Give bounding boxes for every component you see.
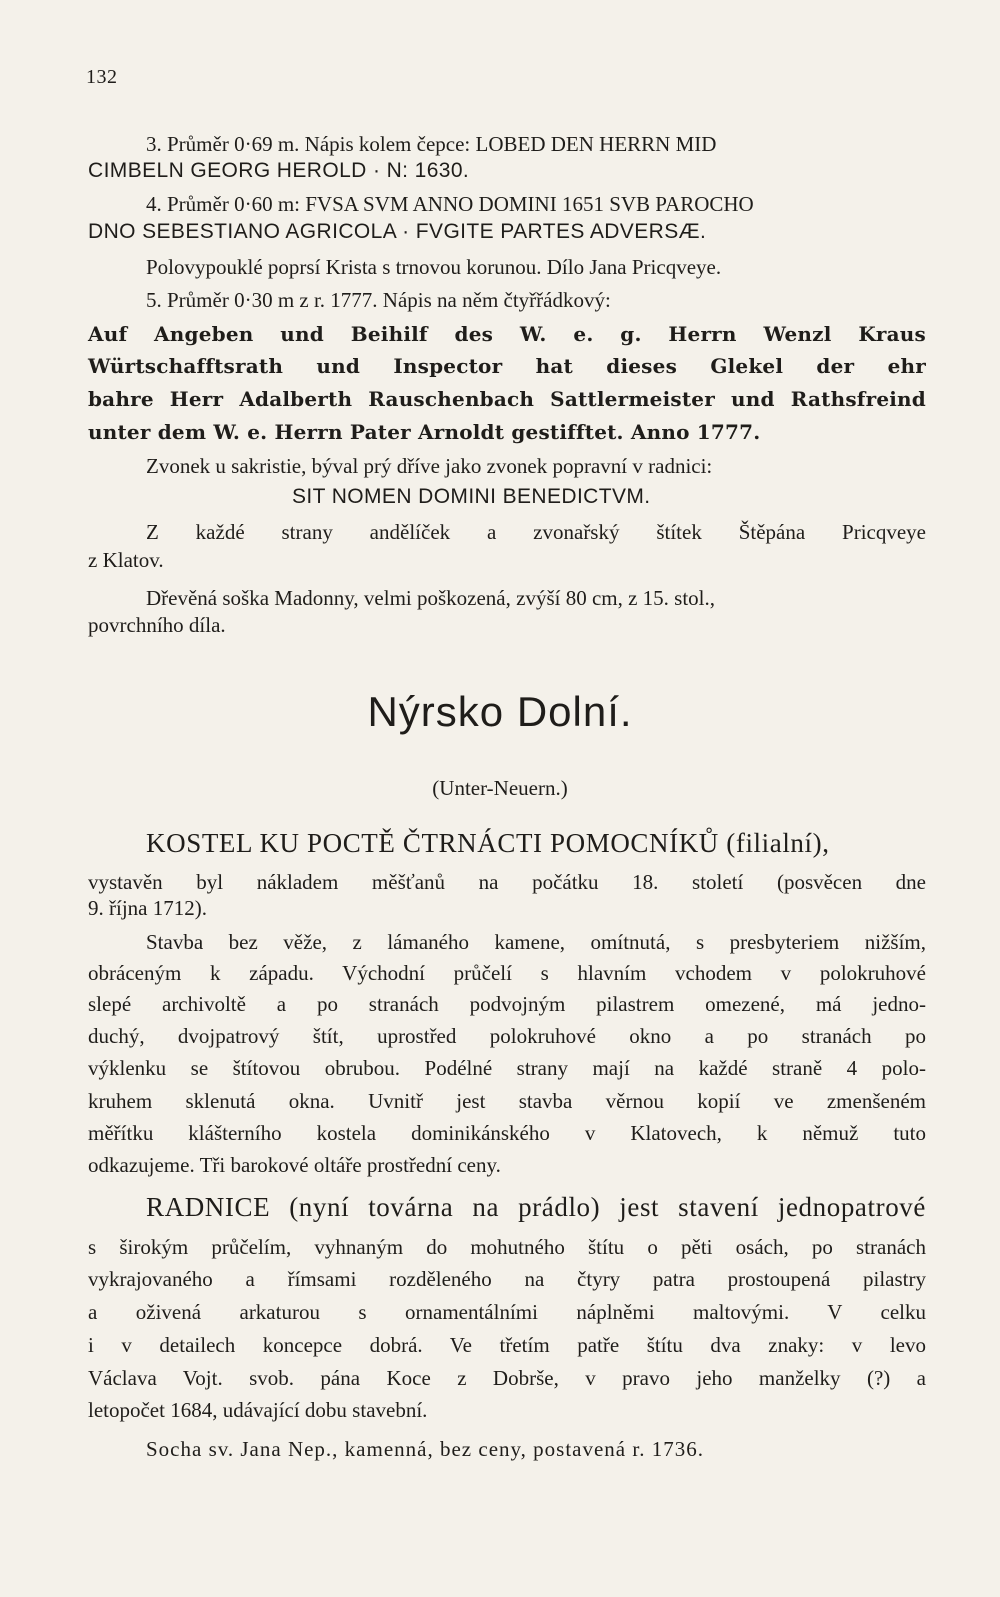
zkazde-line1: Z každé strany andělíček a zvonařský štítek Štěpána Pricqveye [146,520,926,544]
kostel-line3: 9. října 1712). [88,896,207,920]
item3-text1: 3. Průměr 0·69 m. Nápis kolem čepce: LOBED DEN HERRN MID [146,132,717,156]
section-title: Nýrsko Dolní. [367,688,633,735]
item4-line2: DNO SEBESTIANO AGRICOLA · FVGITE PARTES ADVERSÆ. [88,220,707,243]
stavba-line6: kruhem sklenutá okna. Uvnitř jest stavba věrnou kopií ve zmenšeném [88,1089,926,1113]
radnice-line5: i v detailech koncepce dobrá. Ve třetím patře štítu dva znaky: v levo [88,1333,926,1357]
item4-line1: 4. Průměr 0·60 m: FVSA SVM ANNO DOMINI 1651 SVB PAROCHO [146,192,754,216]
radnice-line7: letopočet 1684, udávající dobu stavební. [88,1398,428,1422]
item5-line1: 5. Průměr 0·30 m z r. 1777. Nápis na něm čtyřřádkový: [146,288,611,312]
fraktur-line2: Würtschafftsrath und Inspector hat dieses Glekel der ehr [88,354,926,378]
stavba-line2: obráceným k západu. Východní průčelí s hlavním vchodem v polokruhové [88,961,926,985]
stavba-line5: výklenku se štítovou obrubou. Podélné strany mají na každé straně 4 polo- [88,1056,926,1080]
radnice-line2: s širokým průčelím, vyhnaným do mohutného štítu o pěti osách, po stranách [88,1235,926,1259]
socha-line1: Socha sv. Jana Nep., kamenná, bez ceny, postavená r. 1736. [146,1437,704,1461]
stavba-line4: duchý, dvojpatrový štít, uprostřed polokruhové okno a po stranách po [88,1024,926,1048]
page-number: 132 [86,66,118,88]
kostel-line1: KOSTEL KU POCTĚ ČTRNÁCTI POMOCNÍKŮ (filialní), [146,828,830,858]
fraktur-line4: unter dem W. e. Herrn Pater Arnoldt gestifftet. Anno 1777. [88,420,761,444]
radnice-line4: a oživená arkaturou s ornamentálními náplněmi maltovými. V celku [88,1300,926,1324]
zvonek-line1: Zvonek u sakristie, býval prý dříve jako zvonek popravní v radnici: [146,454,713,478]
item3-line1 [146,130,926,158]
kostel-line2: vystavěn byl nákladem měšťanů na počátku 18. století (posvěcen dne [88,870,926,894]
zvonek-line2: SIT NOMEN DOMINI BENEDICTVM. [292,485,651,508]
item4-line3: Polovypouklé poprsí Krista s trnovou korunou. Dílo Jana Pricqveye. [146,255,722,279]
stavba-line7: měřítku klášterního kostela dominikánského v Klatovech, k němuž tuto [88,1121,926,1145]
item3-line2: CIMBELN GEORG HEROLD · N: 1630. [88,159,470,182]
radnice-line3: vykrajovaného a římsami rozděleného na čtyry patra prostoupená pilastry [88,1267,926,1291]
drevena-line1: Dřevěná soška Madonny, velmi poškozená, zvýší 80 cm, z 15. stol., [146,586,716,610]
fraktur-line3: bahre Herr Adalberth Rauschenbach Sattlermeister und Rathsfreind [88,387,926,411]
stavba-line3: slepé archivoltě a po stranách podvojným pilastrem omezené, má jedno- [88,992,926,1016]
stavba-line1: Stavba bez věže, z lámaného kamene, omítnutá, s presbyteriem nižším, [146,930,926,954]
zkazde-line2: z Klatov. [88,548,164,572]
radnice-line6: Václava Vojt. svob. pána Koce z Dobrše, v pravo jeho manželky (?) a [88,1366,926,1390]
section-subtitle: (Unter-Neuern.) [432,776,568,800]
fraktur-line1: Auf Angeben und Beihilf des W. e. g. Herrn Wenzl Kraus [88,322,926,346]
drevena-line2: povrchního díla. [88,613,226,637]
radnice-line1: RADNICE (nyní továrna na prádlo) jest stavení jednopatrové [146,1192,926,1222]
stavba-line8: odkazujeme. Tři barokové oltáře prostřední ceny. [88,1153,501,1177]
